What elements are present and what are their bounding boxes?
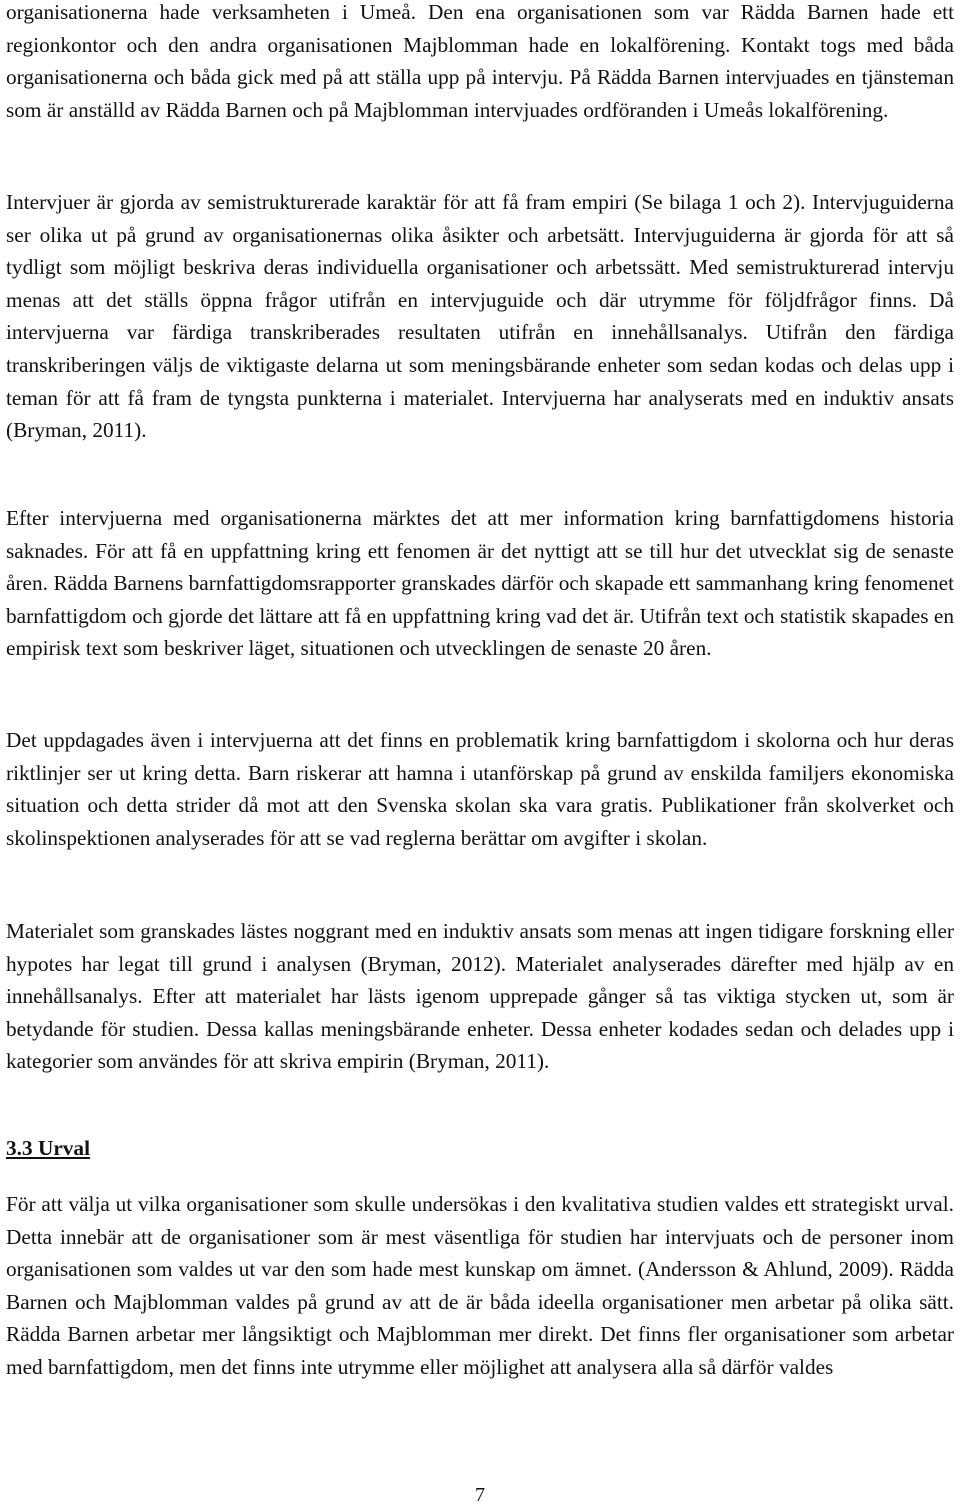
paragraph-interviews: Intervjuer är gjorda av semistrukturerade karaktär för att få fram empiri (Se bilaga 1 och 2). Intervjuguiderna ser olika ut på grund av organisationernas olika åsikter och arbetsätt. Intervjuguiderna är gjorda för att så tydligt som möjligt beskriva deras individuella organisationer och arbetssätt. Med semistrukturerad intervju menas att det ställs öppna frågor utifrån en intervjuguide och där utrymme för följdfrågor finns. Då intervjuerna var färdiga transkriberades resultaten utifrån en innehållsanalys. Utifrån den färdiga transkriberingen väljs de viktigaste delarna ut som meningsbärande enheter som sedan kodas och delas upp i teman för att få fram de tyngsta punkterna i materialet. Intervjuerna har analyserats med en induktiv ansats (Bryman, 2011). — [6, 190, 954, 443]
paragraph-school: Det uppdagades även i intervjuerna att det finns en problematik kring barnfattigdom i skolorna och hur deras riktlinjer ser ut kring detta. Barn riskerar att hamna i utanförskap på grund av enskilda familjers ekonomiska situation och detta strider då mot att den Svenska skolan ska vara gratis. Publikationer från skolverket och skolinspektionen analyserades för att se vad reglerna berättar om avgifter i skolan. — [6, 728, 954, 850]
section-heading-urval: 3.3 Urval — [6, 1136, 90, 1160]
paragraph-history: Efter intervjuerna med organisationerna märktes det att mer information kring barnfattigdomens historia saknades. För att få en uppfattning kring ett fenomen är det nyttigt att se till hur det utvecklat sig de senaste åren. Rädda Barnens barnfattigdomsrapporter granskades därför och skapade ett sammanhang kring fenomenet barnfattigdom och gjorde det lättare att få en uppfattning kring vad det är. Utifrån text och statistik skapades en empirisk text som beskriver läget, situationen och utvecklingen de senaste 20 åren. — [6, 506, 954, 661]
paragraph-material-analysis: Materialet som granskades lästes noggrant med en induktiv ansats som menas att ingen tidigare forskning eller hypotes har legat till grund i analysen (Bryman, 2012). Materialet analyserades därefter med hjälp av en innehållsanalys. Efter att materialet har lästs igenom upprepade gånger så tas viktiga stycken ut, som är betydande för studien. Dessa kallas meningsbärande enheter. Dessa enheter kodades sedan och delades upp i kategorier som användes för att skriva empirin (Bryman, 2011). — [6, 919, 954, 1074]
paragraph-organisations-intro: organisationerna hade verksamheten i Umeå. Den ena organisationen som var Rädda Barnen hade ett regionkontor och den andra organisationen Majblomman hade en lokalförening. Kontakt togs med båda organisationerna och båda gick med på att ställa upp på intervju. På Rädda Barnen intervjuades en tjänsteman som är anställd av Rädda Barnen och på Majblomman intervjuades ordföranden i Umeås lokalförening. — [6, 0, 954, 122]
page-number: 7 — [475, 1484, 485, 1506]
paragraph-urval: För att välja ut vilka organisationer som skulle undersökas i den kvalitativa studien valdes ett strategiskt urval. Detta innebär att de organisationer som är mest väsentliga för studien har intervjuats och de personer inom organisationen som valdes ut var den som hade mest kunskap om ämnet. (Andersson & Ahlund, 2009). Rädda Barnen och Majblomman valdes på grund av att de är båda ideella organisationer men arbetar på olika sätt. Rädda Barnen arbetar mer långsiktigt och Majblomman mer direkt. Det finns fler organisationer som arbetar med barnfattigdom, men det finns inte utrymme eller möjlighet att analysera alla så därför valdes — [6, 1192, 954, 1379]
